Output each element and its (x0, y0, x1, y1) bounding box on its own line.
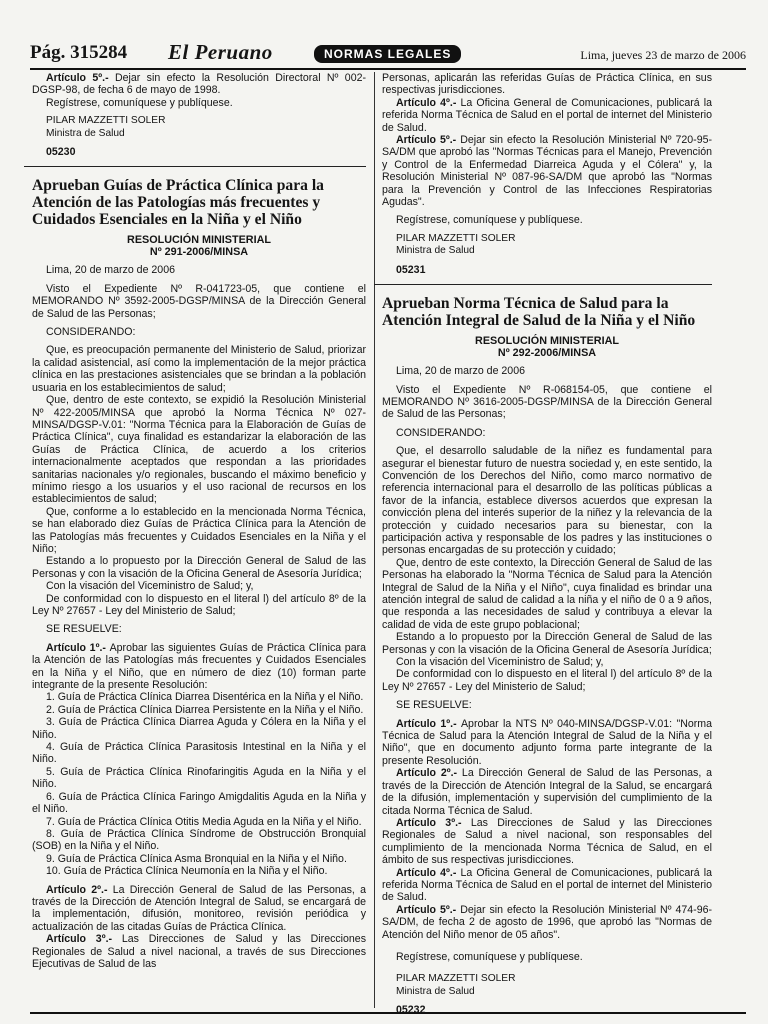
article-paragraph: Artículo 1º.- Aprobar la NTS Nº 040-MINSA/DGSP-V.01: "Norma Técnica de Salud para la Atención Integral de Salud de la Niña y el Niño", que en documento adjunto forma parte integrante de la presente Resolución. (382, 717, 712, 767)
article-paragraph: Artículo 2º.- La Dirección General de Salud de las Personas, a través de la Dirección de Atención Integral de Salud, se encargará de la implementación, difusión, monitoreo, revisión periódica y actualización de las citadas Guías de Práctica Clínica. (32, 883, 366, 933)
signer-role: Ministra de Salud (46, 127, 125, 139)
section-divider (374, 284, 712, 285)
considerando-paragraph: Que, dentro de este contexto, se expidió la Resolución Ministerial Nº 422-2005/MINSA que aprobó la Norma Técnica Nº 027-MINSA/DGSP-V.01: "Norma Técnica para la Elaboración de Guías de Práctica Clínica", cuya finalidad es estandarizar la elaboración de las Guías de Práctica Clínica, de acuerdo a los criterios internacionalmente aceptados que respondan a las prioridades sanitarias nacionales y/o regionales, buscando el máximo beneficio y mínimo riesgo a los usuarios y el uso racional de recursos en los establecimientos de salud; (32, 394, 366, 506)
left-column (32, 72, 366, 1010)
list-item: 2. Guía de Práctica Clínica Diarrea Persistente en la Niña y el Niño. (46, 703, 364, 716)
closing-formula: Regístrese, comuníquese y publíquese. (396, 214, 583, 227)
considerando-paragraph: De conformidad con lo dispuesto en el literal l) del artículo 8º de la Ley Nº 27657 - Ley del Ministerio de Salud; (382, 668, 712, 693)
resolution-title: Aprueban Guías de Práctica Clínica para la Atención de las Patologías más frecuentes y Cuidados Esenciales en la Niña y el Niño (32, 177, 324, 229)
resolution-type: RESOLUCIÓN MINISTERIAL (127, 234, 271, 247)
page-header (30, 42, 746, 68)
resolution-type: RESOLUCIÓN MINISTERIAL (475, 335, 619, 348)
list-item: 7. Guía de Práctica Clínica Otitis Media Aguda en la Niña y el Niño. (46, 815, 362, 828)
resuelve-heading: SE RESUELVE: (396, 699, 472, 712)
considerando-paragraph: Que, conforme a lo establecido en la mencionada Norma Técnica, se han elaborado diez Guías de Práctica Clínica para la Atención de las Patologías más frecuentes y Cuidados Esenciales en la Niña y el Niño; (32, 505, 366, 555)
article-paragraph: Artículo 4º.- La Oficina General de Comunicaciones, publicará la referida Norma Técnica de Salud en el portal de internet del Ministerio de Salud. (382, 866, 712, 904)
resolution-title: Aprueban Norma Técnica de Salud para la Atención Integral de Salud de la Niña y el Niño (382, 295, 696, 330)
signer-name: PILAR MAZZETTI SOLER (46, 115, 166, 127)
article-paragraph: Artículo 1º.- Aprobar las siguientes Guías de Práctica Clínica para la Atención de las Patologías más frecuentes y Cuidados Esenciales en la Niña y el Niño, que en número de diez (10) forman parte integrante de la presente Resolución: (32, 641, 367, 692)
article-paragraph: Artículo 5º.- Dejar sin efecto la Resolución Directoral Nº 002-DGSP-98, de fecha 6 de mayo de 1998. (32, 72, 367, 97)
signer-role: Ministra de Salud (396, 245, 475, 257)
resolution-number: Nº 292-2006/MINSA (497, 347, 597, 360)
section-divider (24, 166, 366, 167)
closing-formula: Regístrese, comuníquese y publíquese. (46, 96, 233, 109)
article-paragraph: Artículo 5º.- Dejar sin efecto la Resolución Ministerial Nº 474-96-SA/DM, de fecha 2 de agosto de 1996, que aprobó las "Normas de Atención del Niño menor de 05 años". (382, 903, 712, 941)
header-rule (30, 68, 746, 70)
considerando-heading: CONSIDERANDO: (46, 326, 136, 339)
signer-role: Ministra de Salud (396, 985, 475, 997)
considerando-paragraph: De conformidad con lo dispuesto en el literal l) del artículo 8º de la Ley Nº 27657 - Ley del Ministerio de Salud; (32, 592, 366, 617)
section-badge: NORMAS LEGALES (314, 45, 461, 63)
page-number: Pág. 315284 (30, 42, 128, 63)
considerando-paragraph: Que, es preocupación permanente del Ministerio de Salud, priorizar la calidad asistencial, así como la implementación de la mejor práctica clínica en las prestaciones asistenciales que se brindan a la población usuaria en los establecimientos de salud; (32, 344, 366, 394)
continued-paragraph: Personas, aplicarán las referidas Guías de Práctica Clínica, en sus respectivas jurisdicciones. (382, 72, 712, 97)
signer-name: PILAR MAZZETTI SOLER (396, 232, 516, 244)
list-item: 3. Guía de Práctica Clínica Diarrea Aguda y Cólera en la Niña y el Niño. (32, 716, 366, 741)
resuelve-heading: SE RESUELVE: (46, 623, 122, 636)
visto-paragraph: Visto el Expediente Nº R-068154-05, que contiene el MEMORANDO Nº 3616-2005-DGSP/MINSA de la Dirección General de Salud de las Personas; (382, 383, 712, 421)
article-paragraph: Artículo 2º.- La Dirección General de Salud de las Personas, a través de la Dirección de Atención Integral de la Salud, se encargará de la difusión, implementación y supervisión del cumplimiento de la citada Norma Técnica de Salud. (382, 767, 713, 817)
column-divider (374, 72, 375, 1008)
list-item: 6. Guía de Práctica Clínica Faringo Amigdalitis Aguda en la Niña y el Niño. (32, 790, 366, 816)
list-item: 8. Guía de Práctica Clínica Síndrome de Obstrucción Bronquial (SOB) en la Niña y el Niño. (32, 827, 366, 853)
article-paragraph: Artículo 5º.- Dejar sin efecto la Resolución Ministerial Nº 720-95-SA/DM que aprobó las "Normas Técnicas para el Manejo, Prevención y Control de la Enfermedad Diarreica Aguda y el Cólera" y, la Resolución Ministerial Nº 087-96-SA/DM que aprobó las "Normas para la Prevención y Control de las Infecciones Respiratorias Agudas". (382, 134, 712, 209)
publication-code: 05232 (396, 1004, 426, 1017)
signer-name: PILAR MAZZETTI SOLER (396, 973, 516, 985)
considerando-paragraph: Con la visación del Viceministro de Salud; y, (46, 580, 254, 593)
right-column (382, 72, 713, 1017)
considerando-paragraph: Con la visación del Viceministro de Salud; y, (396, 656, 604, 669)
article-paragraph: Artículo 4º.- La Oficina General de Comunicaciones, publicará la referida Norma Técnica de Salud en el portal de internet del Ministerio de Salud. (382, 96, 712, 134)
resolution-number: Nº 291-2006/MINSA (149, 246, 249, 259)
list-item: 4. Guía de Práctica Clínica Parasitosis Intestinal en la Niña y el Niño. (32, 741, 366, 766)
publication-code: 05230 (46, 146, 76, 159)
considerando-paragraph: Que, dentro de este contexto, la Dirección General de Salud de las Personas ha elaborado la "Norma Técnica de Salud para la Atención Integral de Salud de la Niña y el Niño", cuya finalidad es brindar una atención integral de salud de calidad a la niña y el niño de 0 a 9 años, que responda a las necesidades de salud y contribuya a elevar la calidad de vida de este grupo poblacional; (382, 556, 712, 631)
considerando-paragraph: Que, el desarrollo saludable de la niñez es fundamental para asegurar el bienestar futuro de nuestra sociedad y, en este sentido, la Convención de los Derechos del Niño, como marco normativo de referencia internacional para el desarrollo de las políticas públicas a favor de la infancia, establece diversos acuerdos que expresan la convicción plena del interés superior de la niñez y la relevancia de la protección y cuidado necesarios para su bienestar, con la participación activa y responsable de los padres y las instituciones o personas encargadas de su protección y cuidado; (382, 445, 712, 557)
considerando-paragraph: Estando a lo propuesto por la Dirección General de Salud de las Personas y con la visación de la Oficina General de Asesoría Jurídica; (32, 555, 366, 580)
visto-paragraph: Visto el Expediente Nº R-041723-05, que contiene el MEMORANDO Nº 3592-2005-DGSP/MINSA de la Dirección General de Salud de las Personas; (32, 282, 366, 320)
list-item: 9. Guía de Práctica Clínica Asma Bronquial en la Niña y el Niño. (46, 852, 347, 865)
list-item: 5. Guía de Práctica Clínica Rinofaringitis Aguda en la Niña y el Niño. (32, 765, 366, 791)
resolution-date: Lima, 20 de marzo de 2006 (396, 365, 525, 378)
resolution-date: Lima, 20 de marzo de 2006 (46, 264, 175, 277)
closing-formula: Regístrese, comuníquese y publíquese. (396, 950, 583, 963)
considerando-heading: CONSIDERANDO: (396, 426, 486, 439)
article-paragraph: Artículo 3º.- Las Direcciones de Salud y las Direcciones Regionales de Salud a nivel nacional, a través de sus Direcciones Ejecutivas de Salud de las (32, 933, 366, 970)
dateline: Lima, jueves 23 de marzo de 2006 (580, 48, 746, 62)
article-paragraph: Artículo 3º.- Las Direcciones de Salud y las Direcciones Regionales de Salud a nivel nacional, son responsables del cumplimiento de la mencionada Norma Técnica de Salud, en el ámbito de sus respectivas jurisdicciones. (382, 816, 712, 867)
considerando-paragraph: Estando a lo propuesto por la Dirección General de Salud de las Personas y con la visación de la Oficina General de Asesoría Jurídica; (382, 631, 712, 656)
masthead-logo: El Peruano (168, 40, 273, 64)
list-item: 1. Guía de Práctica Clínica Diarrea Disentérica en la Niña y el Niño. (46, 691, 364, 704)
publication-code: 05231 (396, 263, 426, 276)
list-item: 10. Guía de Práctica Clínica Neumonía en la Niña y el Niño. (46, 865, 328, 878)
